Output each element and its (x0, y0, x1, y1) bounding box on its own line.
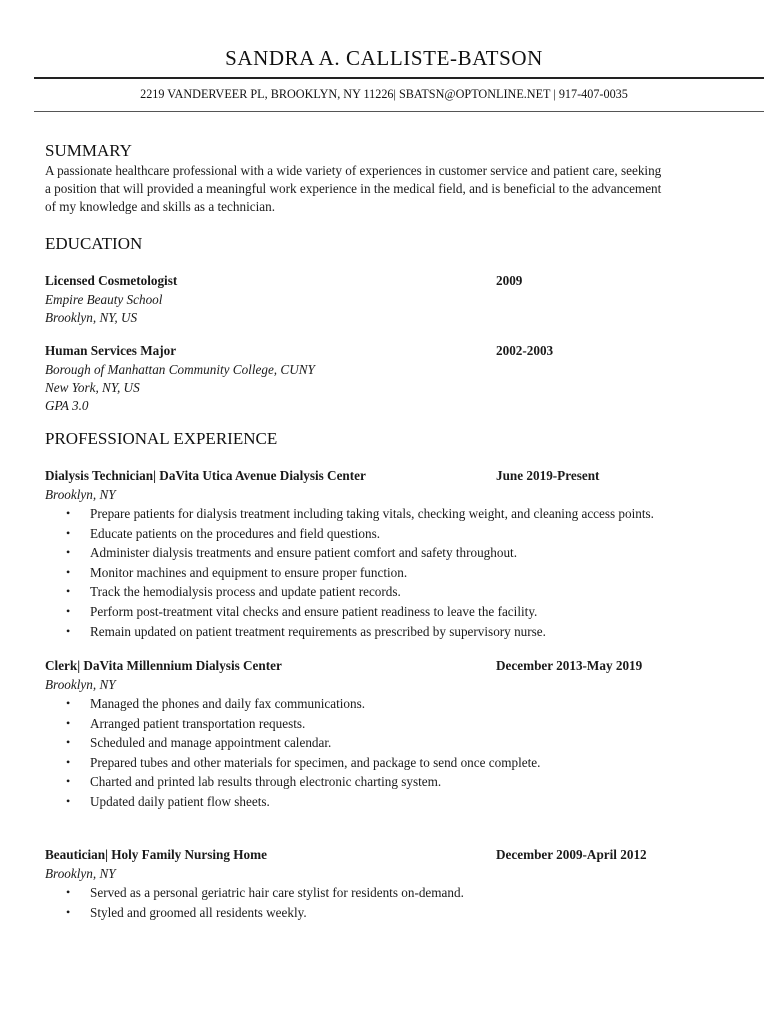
education-date: 2002-2003 (496, 343, 554, 358)
job-date: June 2019-Present (496, 468, 600, 483)
job-entry (45, 467, 735, 641)
education-gpa: GPA 3.0 (45, 398, 89, 413)
job-duty: • Track the hemodialysis process and update patient records. (45, 582, 735, 602)
header-bottom-rule (34, 111, 764, 112)
education-heading: EDUCATION (45, 234, 143, 253)
job-duties-list (45, 504, 735, 641)
job-duties-list (45, 883, 735, 922)
education-school: Borough of Manhattan Community College, CUNY (45, 362, 315, 377)
job-location: Brooklyn, NY (45, 866, 116, 881)
job-title: Dialysis Technician| DaVita Utica Avenue Dialysis Center (45, 468, 366, 483)
summary-paragraph (45, 162, 735, 216)
job-duty: • Arranged patient transportation requests. (45, 714, 735, 734)
job-duty: • Managed the phones and daily fax communications. (45, 694, 735, 714)
job-location: Brooklyn, NY (45, 677, 116, 692)
job-location: Brooklyn, NY (45, 487, 116, 502)
job-duty: • Educate patients on the procedures and field questions. (45, 524, 735, 544)
education-location: New York, NY, US (45, 380, 140, 395)
job-duty: • Prepare patients for dialysis treatment including taking vitals, checking weight, and cleaning access points. (45, 504, 735, 524)
job-duty: • Remain updated on patient treatment requirements as prescribed by supervisory nurse. (45, 622, 735, 642)
summary-heading: SUMMARY (45, 141, 132, 160)
contact-line: 2219 VANDERVEER PL, BROOKLYN, NY 11226| SBATSN@OPTONLINE.NET | 917-407-0035 (140, 87, 628, 101)
job-duty: • Styled and groomed all residents weekly. (45, 903, 735, 923)
education-date: 2009 (496, 273, 523, 288)
education-title: Licensed Cosmetologist (45, 273, 178, 288)
experience-heading: PROFESSIONAL EXPERIENCE (45, 429, 278, 448)
job-entry (45, 657, 735, 812)
job-duty: • Updated daily patient flow sheets. (45, 792, 735, 812)
education-entry (45, 272, 735, 327)
job-duties-list (45, 694, 735, 812)
summary-line: of my knowledge and skills as a technician. (45, 199, 275, 214)
job-duty: • Perform post-treatment vital checks and ensure patient readiness to leave the facility. (45, 602, 735, 622)
education-title: Human Services Major (45, 343, 177, 358)
job-duty: • Prepared tubes and other materials for specimen, and package to send once complete. (45, 753, 735, 773)
summary-line: a position that will provided a meaningful work experience in the medical field, and is beneficial to the advancement (45, 181, 662, 196)
job-date: December 2013-May 2019 (496, 658, 643, 673)
job-duty: • Served as a personal geriatric hair care stylist for residents on-demand. (45, 883, 735, 903)
job-duty: • Scheduled and manage appointment calendar. (45, 733, 735, 753)
education-entry (45, 342, 735, 415)
education-school: Empire Beauty School (45, 292, 163, 307)
job-entry (45, 846, 735, 922)
job-title: Beautician| Holy Family Nursing Home (45, 847, 267, 862)
job-title: Clerk| DaVita Millennium Dialysis Center (45, 658, 282, 673)
summary-line: A passionate healthcare professional with a wide variety of experiences in customer service and patient care, seeking (45, 163, 662, 178)
job-date: December 2009-April 2012 (496, 847, 647, 862)
header-top-rule (34, 77, 764, 79)
job-duty: • Charted and printed lab results through electronic charting system. (45, 772, 735, 792)
job-duty: • Monitor machines and equipment to ensure proper function. (45, 563, 735, 583)
applicant-name: SANDRA A. CALLISTE-BATSON (225, 46, 543, 70)
education-location: Brooklyn, NY, US (45, 310, 138, 325)
job-duty: • Administer dialysis treatments and ensure patient comfort and safety throughout. (45, 543, 735, 563)
